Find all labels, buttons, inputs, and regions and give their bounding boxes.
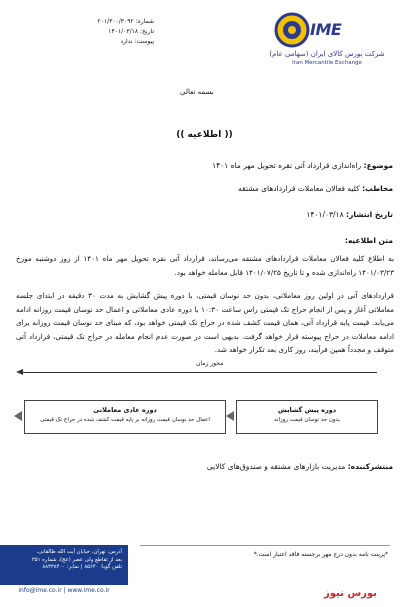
logo-wordmark: IME (310, 20, 342, 39)
attachment-value: ندارد (120, 38, 133, 45)
footnote: *پرینت نامه بدون درج مهر برجسته فاقد اعتبار است.* (253, 551, 388, 558)
date-label: تاریخ: (140, 28, 154, 35)
time-axis-label: محور زمان (196, 360, 224, 367)
address-line-1: آدرس: تهران، خیابان آیت الله طالقانی، (36, 549, 122, 555)
time-axis-line (22, 372, 377, 373)
date-value: ۱۴۰۱/۰۳/۱۸ (108, 28, 139, 35)
attachment-label: پیوست: (134, 38, 154, 45)
body-label: متن اطلاعیه: (344, 236, 393, 245)
subject-line (212, 161, 393, 170)
publish-date-line (306, 210, 393, 219)
paragraph-2: قراردادهای آتی در اولین روز معاملاتی، بدون حد نوسان قیمتی، با دوره پیش گشایش به مدت ۳۰ دقیقه در ابتدای جلسه معاملاتی آغاز و پس از انجام حراج تک قیمتی راس ساعت ۱۰:۳۰ با دوره عادی معاملاتی و اعمال حد نوسان قیمت روزانه ادامه می‌یابد. قیمت پایه قرارداد آتی، همان قیمت کشف شده در حراج تک قیمتی خواهد بود، که مبنای حد نوسان قیمت روزانه برای ادامه معاملات در حراج پیوسته قرار خواهد گرفت. بدیهی است در صورت عدم انجام معامله در حراج تک قیمتی، قرارداد آتی متوقف و مجدداً همین فرآیند، روز کاری بعد تکرار خواهد شد. (16, 291, 394, 354)
notice-title: (( اطلاعیه )) (176, 130, 233, 140)
company-name-fa: شرکت بورس کالای ایران (سهامی عام) (269, 50, 385, 58)
subject-value: راه‌اندازی قرارداد آتی نقره تحویل مهر ماه ۱۴۰۱ (212, 161, 362, 170)
bismillah: بسمه تعالی (180, 88, 214, 96)
watermark-brand: بورس نیوز (324, 588, 377, 599)
paragraph-1: به اطلاع کلیه فعالان معاملات قراردادهای مشتقه می‌رساند، قرارداد آتی نقره تحویل مهر ماه ۱۴۰۱ از روز دوشنبه مورخ ۱۴۰۱/۰۳/۲۳ راه‌اندازی شده و تا تاریخ ۱۴۰۱/۰۷/۲۵ قابل معامله خواهد بود. (16, 254, 394, 277)
publisher-label: منتشرکننده: (347, 462, 393, 471)
phase-arrow-icon (226, 411, 234, 421)
publisher-value: مدیریت بازارهای مشتقه و صندوق‌های کالایی (206, 462, 346, 471)
body-heading (345, 236, 393, 245)
publish-label: تاریخ انتشار: (346, 210, 393, 219)
ime-logo (268, 12, 386, 74)
footer-divider (140, 545, 390, 546)
number-value: ۲۰۱/۳۰۰/۳۰۹۲ (97, 18, 134, 25)
publish-value: ۱۴۰۱/۰۳/۱۸ (306, 210, 344, 219)
address-line-2: بعد از تقاطع ولی عصر (عج)، شماره ۳۵۱ (31, 556, 122, 563)
normal-trading-title: دوره عادی معاملاتی (93, 406, 157, 414)
address-line-3: تلفن گویا: ۸۵۶۴۰ | نمابر: ۸۸۳۳۸۴۰۰ (42, 564, 122, 570)
website-text: info@ime.co.ir | www.ime.co.ir (18, 587, 110, 594)
address-block (0, 545, 128, 585)
pre-opening-desc: بدون حد نوسان قیمت روزانه (274, 417, 340, 423)
company-name-en: Iran Mercantile Exchange (292, 60, 362, 66)
letter-meta (44, 17, 154, 47)
ime-logo-icon (274, 12, 310, 48)
audience-value: کلیه فعالان معاملات قراردادهای مشتقه (238, 184, 360, 193)
pre-opening-title: دوره پیش گشایش (277, 406, 337, 414)
audience-line (238, 184, 393, 193)
time-axis-arrowhead (16, 369, 23, 375)
phase-end-arrow-icon (14, 411, 22, 421)
normal-trading-desc: اعمال حد نوسان قیمت روزانه بر پایه قیمت کشف شده در حراج تک قیمتی (40, 417, 210, 423)
normal-trading-box (24, 400, 226, 434)
audience-label: مخاطب: (362, 184, 393, 193)
number-label: شماره: (135, 18, 154, 25)
pre-opening-box (236, 400, 378, 434)
subject-label: موضوع: (363, 161, 393, 170)
publisher-line (207, 462, 393, 471)
